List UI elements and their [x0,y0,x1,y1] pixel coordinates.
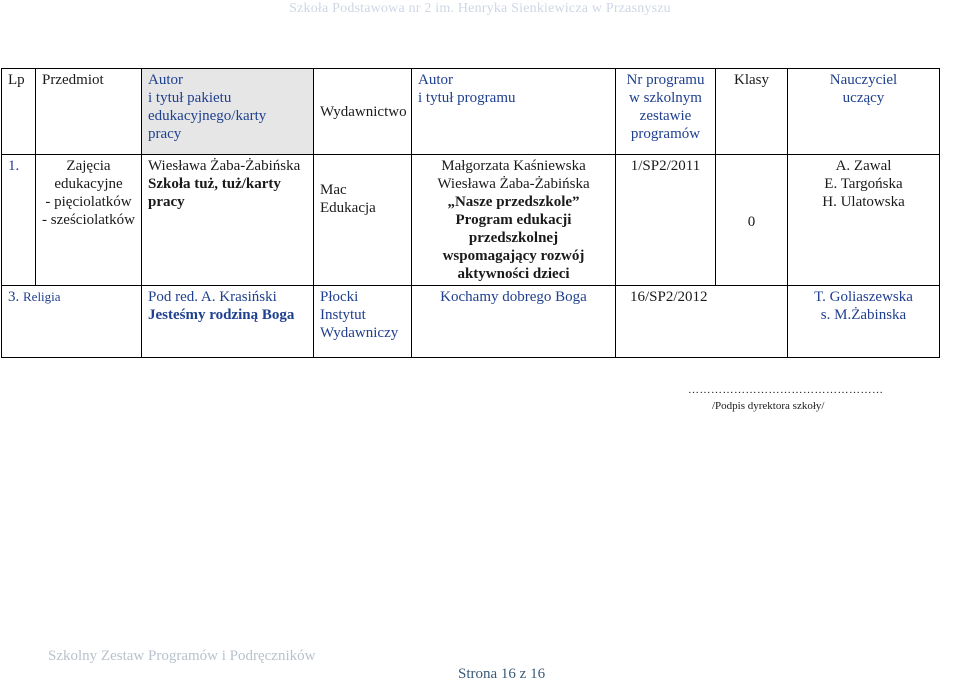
header-program-number: Nr programu w szkolnym zestawie programów [616,69,716,155]
row1-author-program: Małgorzata Kaśniewska Wiesława Żaba-Żabińska „Nasze przedszkole” Program edukacji przedszkolnej wspomagający rozwój aktywności dzieci [412,155,616,286]
table-row [2,155,940,286]
footer-page-number: Strona 16 z 16 [458,666,546,682]
signature-caption: /Podpis dyrektora szkoły/ [712,400,825,412]
row1-classes: 0 [716,155,788,286]
header-author-program: Autor i tytuł programu [412,69,616,155]
signature-line: …………………………………………… [688,384,884,396]
header-lp: Lp [2,69,36,155]
row1-author-package: Wiesława Żaba-Żabińska Szkoła tuż, tuż/karty pracy [142,155,314,286]
page-header-title: Szkoła Podstawowa nr 2 im. Henryka Sienkiewicza w Przasnyszu [289,1,671,16]
director-signature [688,384,958,412]
header-classes: Klasy [716,69,788,155]
row3-publisher: Płocki Instytut Wydawniczy [314,286,412,358]
header-author-package: Autor i tytuł pakietu edukacyjnego/karty pracy [142,69,314,155]
table-row [2,286,940,358]
row1-lp: 1. [2,155,36,286]
row1-program-number: 1/SP2/2011 [616,155,716,286]
header-publisher: Wydawnictwo [314,69,412,155]
header-teacher: Nauczyciel uczący [788,69,940,155]
row1-publisher: Mac Edukacja [314,155,412,286]
row3-program-title: Kochamy dobrego Boga [412,286,616,358]
row3-lp-subject: 3. Religia [2,286,142,358]
table-header-row [2,69,940,155]
row3-teachers: T. Goliaszewska s. M.Żabinska [788,286,940,358]
row1-teachers: A. Zawal E. Targońska H. Ulatowska [788,155,940,286]
header-subject: Przedmiot [36,69,142,155]
row3-program-number: 16/SP2/2012 [616,286,788,358]
footer-document-title: Szkolny Zestaw Programów i Podręczników [48,648,316,664]
programs-table [1,68,940,358]
row3-author-package: Pod red. A. Krasiński Jesteśmy rodziną Boga [142,286,314,358]
row1-subject: Zajęcia edukacyjne - pięciolatków - sześciolatków [36,155,142,286]
